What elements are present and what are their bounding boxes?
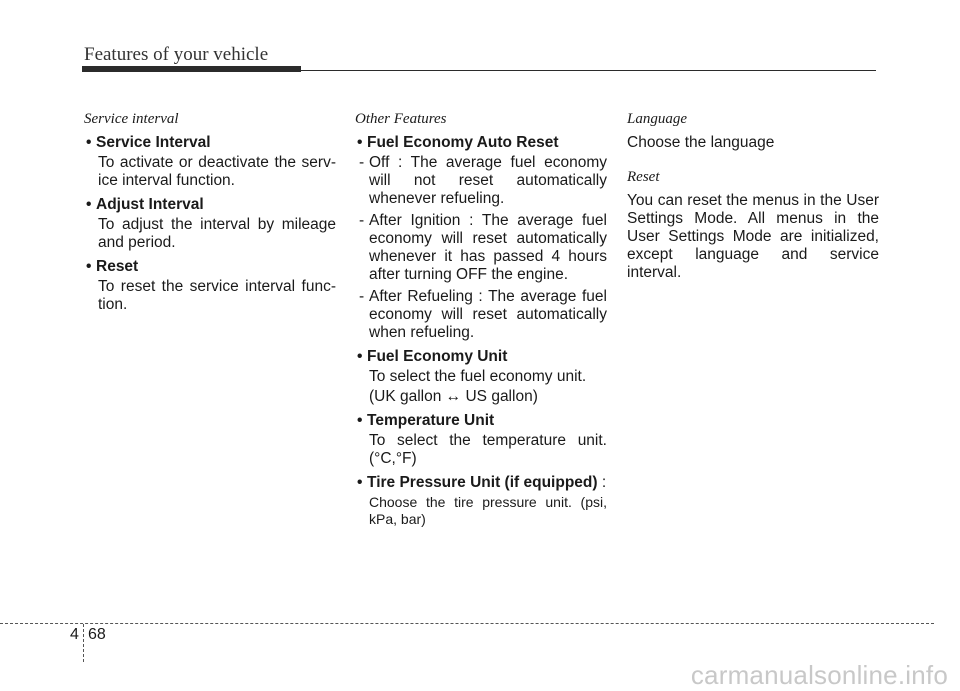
bullet-adjust-interval: • Adjust Interval — [84, 196, 336, 214]
desc-language: Choose the language — [627, 134, 775, 151]
bullet-service-interval: • Service Interval — [84, 134, 336, 152]
desc-fuel-economy-unit: To select the fuel economy unit. — [369, 368, 587, 385]
chapter-number: 4 — [70, 626, 79, 643]
option-after-refueling-text: After Refueling : The average fuel economy will reset automatically when refueling. — [369, 288, 607, 341]
header-rule-thin — [301, 70, 876, 71]
tire-pressure-sep: : — [597, 474, 607, 491]
column-service-interval — [84, 110, 336, 320]
section-title-service-interval: Service interval — [84, 111, 179, 127]
desc-temperature-unit: To select the temperature unit. (°C,°F) — [369, 432, 607, 467]
option-off: - Off : The average fuel economy will not reset automatically whenever refueling. — [359, 154, 607, 207]
desc-service-interval: To activate or deactivate the serv-ice interval function. — [98, 154, 336, 189]
bullet-fuel-economy-unit: • Fuel Economy Unit — [355, 348, 607, 366]
bullet-tire-pressure-unit — [355, 474, 607, 492]
fuel-unit-options: (UK gallon ↔ US gallon) — [369, 388, 538, 405]
tire-pressure-label: Tire Pressure Unit (if equipped) — [367, 474, 598, 491]
section-title-language: Language — [627, 111, 687, 127]
bullet-fuel-economy-auto-reset: • Fuel Economy Auto Reset — [355, 134, 607, 152]
watermark-logo: carmanualsonline.info — [690, 660, 948, 690]
section-title-reset: Reset — [627, 169, 660, 185]
option-after-ignition: - After Ignition : The average fuel economy will reset automatically whenever it has passed 4 hours after turning OFF the engine. — [359, 212, 607, 283]
desc-adjust-interval: To adjust the interval by mileage and period. — [98, 216, 336, 251]
option-after-refueling: - After Refueling : The average fuel economy will reset automatically when refueling. — [359, 288, 607, 341]
page-number: 68 — [88, 626, 106, 643]
bullet-reset: • Reset — [84, 258, 336, 276]
section-title-other-features: Other Features — [355, 111, 447, 127]
bullet-temperature-unit: • Temperature Unit — [355, 412, 607, 430]
column-other-features — [355, 110, 607, 534]
option-after-ignition-text: After Ignition : The average fuel economy will reset automatically whenever it has passed 4 hours after turning OFF the engine. — [369, 212, 607, 283]
header-rule-thick — [82, 66, 301, 72]
page-header-title: Features of your vehicle — [84, 44, 269, 65]
footer-rule — [0, 623, 934, 624]
desc-tire-pressure-unit: Choose the tire pressure unit. (psi, kPa, bar) — [369, 494, 607, 527]
footer-divider — [83, 624, 84, 662]
desc-reset: To reset the service interval func-tion. — [98, 278, 336, 313]
desc-reset-settings: You can reset the menus in the User Settings Mode. All menus in the User Settings Mode are initialized, except language and service interval. — [627, 192, 879, 281]
option-off-text: Off : The average fuel economy will not reset automatically whenever refueling. — [369, 154, 607, 207]
column-language-reset — [627, 110, 879, 298]
